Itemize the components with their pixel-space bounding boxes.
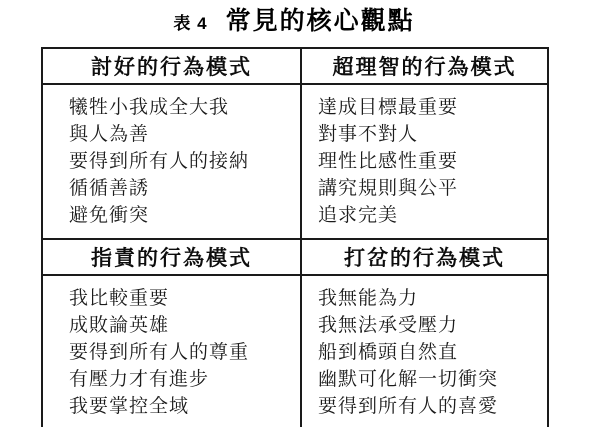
viewpoint-item: 犧牲小我成全大我 (69, 97, 230, 118)
viewpoint-item: 要得到所有人的尊重 (69, 342, 250, 363)
viewpoint-item: 對事不對人 (318, 124, 419, 145)
viewpoint-item: 追求完美 (318, 205, 399, 226)
header-row-top (42, 48, 548, 84)
viewpoint-item: 避免衝突 (69, 205, 150, 226)
viewpoint-item: 我無法承受壓力 (318, 315, 459, 336)
viewpoint-item: 講究規則與公平 (318, 178, 459, 199)
core-viewpoints-table (41, 47, 549, 427)
viewpoint-item: 我比較重要 (69, 288, 170, 309)
viewpoint-item: 成敗論英雄 (69, 315, 170, 336)
header-cell-distracting: 打岔的行為模式 (301, 239, 548, 275)
viewpoint-item: 我要掌控全域 (69, 396, 190, 417)
viewpoint-item: 與人為善 (69, 124, 150, 145)
header-row-bottom (42, 239, 548, 275)
table-number-label: 表 4 (173, 14, 208, 33)
table-caption (41, 5, 547, 41)
viewpoint-item: 船到橋頭自然直 (318, 342, 459, 363)
cell-pleasing-items (42, 84, 301, 239)
viewpoint-item: 要得到所有人的接納 (69, 151, 250, 172)
content-row-bottom (42, 275, 548, 427)
header-cell-pleasing: 討好的行為模式 (42, 48, 301, 84)
viewpoint-item: 要得到所有人的喜愛 (318, 396, 499, 417)
viewpoint-item: 理性比感性重要 (318, 151, 459, 172)
header-cell-super-reasonable: 超理智的行為模式 (301, 48, 548, 84)
viewpoint-item: 幽默可化解一切衝突 (318, 369, 499, 390)
viewpoint-item: 我無能為力 (318, 288, 419, 309)
cell-distracting-items (301, 275, 548, 427)
viewpoint-item: 達成目標最重要 (318, 97, 459, 118)
page-title: 常見的核心觀點 (225, 7, 415, 35)
viewpoint-item: 有壓力才有進步 (69, 369, 210, 390)
cell-blaming-items (42, 275, 301, 427)
cell-super-reasonable-items (301, 84, 548, 239)
viewpoint-item: 循循善誘 (69, 178, 150, 199)
header-cell-blaming: 指責的行為模式 (42, 239, 301, 275)
content-row-top (42, 84, 548, 239)
